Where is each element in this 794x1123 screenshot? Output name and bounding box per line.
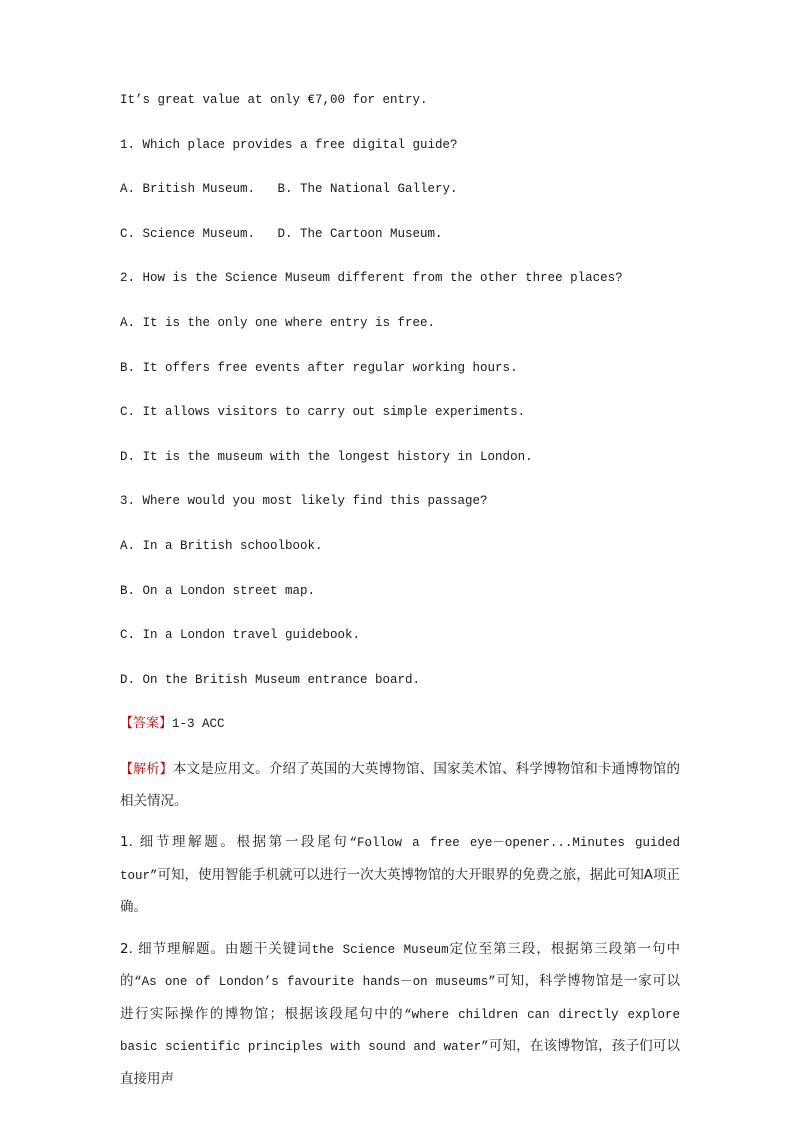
document-page: [120, 90, 680, 1105]
analysis-item-1-quote: “Follow a free eye－opener...Minutes guided tour”: [120, 836, 680, 883]
analysis-item-2-tail: 可知，在该博物馆，孩子们可以直接用声: [120, 1038, 680, 1087]
passage-line-value: It’s great value at only €7,00 for entry.: [120, 93, 428, 107]
answer-tag: 【答案】: [120, 716, 173, 732]
question-3: 3. Where would you most likely find this passage?: [120, 494, 488, 509]
question-1-options-cd: C. Science Museum. D. The Cartoon Museum.: [120, 226, 443, 241]
question-3-option-d: D. On the British Museum entrance board.: [120, 672, 421, 687]
analysis-intro: [120, 754, 680, 817]
question-2-option-b: B. It offers free events after regular working hours.: [120, 360, 518, 375]
analysis-item-1-lead: 1. 细节理解题。根据第一段尾句: [120, 834, 350, 851]
question-3-option-b: B. On a London street map.: [120, 583, 316, 598]
analysis-intro-text: 本文是应用文。介绍了英国的大英博物馆、国家美术馆、科学博物馆和卡通博物馆的相关情况。: [120, 761, 680, 809]
analysis-item-2-middle: 可知，科学博物馆是一家可以进行实际操作的博物馆；根据该段尾句中的: [120, 973, 680, 1022]
question-3-option-a: A. In a British schoolbook.: [120, 538, 323, 553]
analysis-tag: 【解析】: [120, 762, 173, 778]
answer-text: 1-3 ACC: [172, 717, 225, 732]
question-2-option-a: A. It is the only one where entry is free.: [120, 315, 436, 330]
answer-line: [120, 714, 680, 734]
analysis-item-2: [120, 934, 680, 1096]
question-3-option-c: C. In a London travel guidebook.: [120, 628, 361, 643]
analysis-item-2-keyword: the Science Museum: [311, 942, 449, 957]
question-1-options-ab: A. British Museum. B. The National Gallery.: [120, 182, 458, 197]
analysis-item-1-conclusion: 可知，使用智能手机就可以进行一次大英博物馆的大开眼界的免费之旅，据此可知A项正确。: [120, 866, 680, 916]
question-2-option-c: C. It allows visitors to carry out simple experiments.: [120, 405, 526, 420]
analysis-item-2-lead: 2. 细节理解题。由题干关键词: [120, 940, 312, 957]
question-2: 2. How is the Science Museum different from the other three places?: [120, 271, 623, 286]
question-1: 1. Which place provides a free digital guide?: [120, 137, 458, 152]
analysis-item-1: [120, 827, 680, 924]
question-2-option-d: D. It is the museum with the longest history in London.: [120, 449, 533, 464]
analysis-item-2-quote-2: “where children can directly explore basic scientific principles with sound and water”: [120, 1007, 681, 1055]
analysis-item-2-locate: 定位至第三段，根据第三段第一句中的: [120, 940, 681, 990]
analysis-item-2-quote-1: “As one of London’s favourite hands－on museums”: [134, 975, 496, 990]
